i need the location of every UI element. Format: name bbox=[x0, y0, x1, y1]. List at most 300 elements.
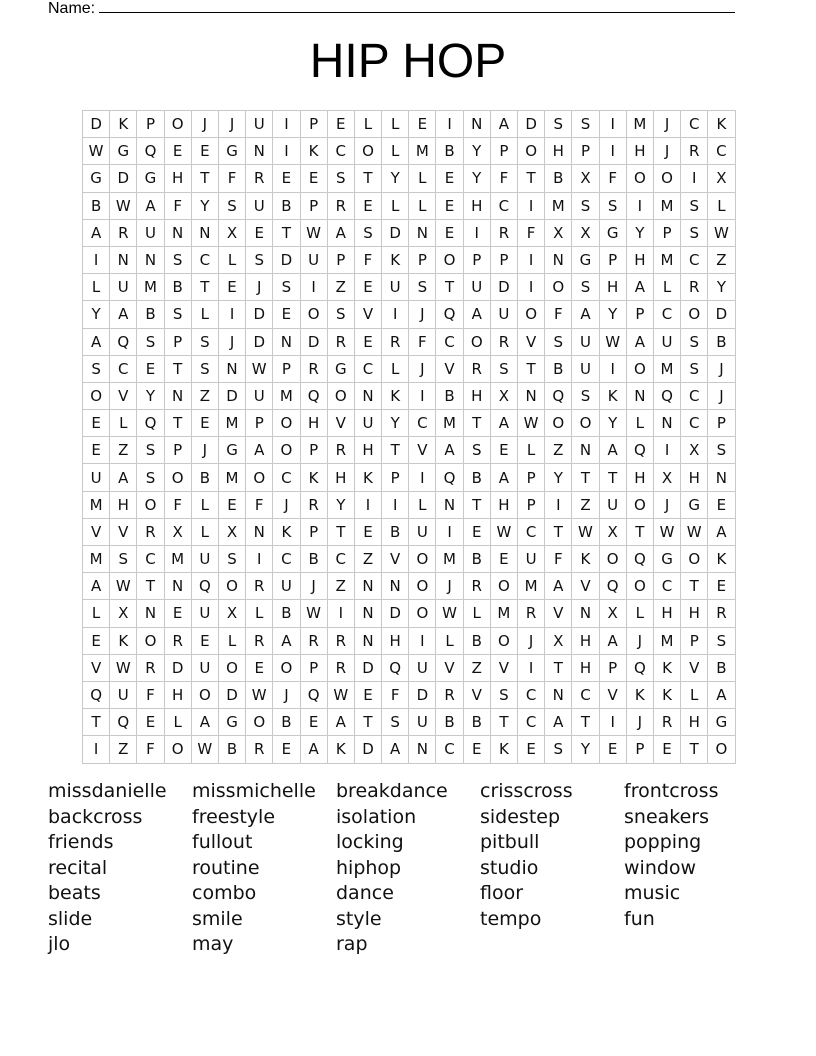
grid-cell[interactable]: I bbox=[599, 138, 626, 165]
grid-cell[interactable]: E bbox=[708, 573, 735, 600]
grid-cell[interactable]: E bbox=[300, 709, 327, 736]
grid-cell[interactable]: S bbox=[545, 111, 572, 138]
grid-cell[interactable]: E bbox=[246, 219, 273, 246]
grid-cell[interactable]: N bbox=[382, 573, 409, 600]
grid-cell[interactable]: U bbox=[382, 274, 409, 301]
grid-cell[interactable]: L bbox=[681, 681, 708, 708]
grid-cell[interactable]: S bbox=[708, 627, 735, 654]
grid-cell[interactable]: C bbox=[490, 192, 517, 219]
grid-cell[interactable]: B bbox=[218, 736, 245, 763]
grid-cell[interactable]: Y bbox=[137, 382, 164, 409]
grid-cell[interactable]: W bbox=[599, 328, 626, 355]
grid-cell[interactable]: Q bbox=[545, 382, 572, 409]
grid-cell[interactable]: O bbox=[626, 355, 653, 382]
grid-cell[interactable]: P bbox=[246, 410, 273, 437]
grid-cell[interactable]: E bbox=[164, 138, 191, 165]
grid-cell[interactable]: G bbox=[572, 246, 599, 273]
grid-cell[interactable]: I bbox=[273, 138, 300, 165]
grid-cell[interactable]: C bbox=[327, 546, 354, 573]
grid-cell[interactable]: O bbox=[681, 301, 708, 328]
grid-cell[interactable]: Y bbox=[626, 219, 653, 246]
grid-cell[interactable]: S bbox=[681, 219, 708, 246]
grid-cell[interactable]: E bbox=[599, 736, 626, 763]
grid-cell[interactable]: C bbox=[273, 464, 300, 491]
grid-cell[interactable]: J bbox=[626, 709, 653, 736]
grid-cell[interactable]: B bbox=[463, 546, 490, 573]
grid-cell[interactable]: P bbox=[653, 219, 680, 246]
grid-cell[interactable]: J bbox=[436, 573, 463, 600]
grid-cell[interactable]: I bbox=[382, 491, 409, 518]
grid-cell[interactable]: F bbox=[218, 165, 245, 192]
grid-cell[interactable]: E bbox=[137, 355, 164, 382]
grid-cell[interactable]: L bbox=[626, 410, 653, 437]
grid-cell[interactable]: X bbox=[708, 165, 735, 192]
grid-cell[interactable]: I bbox=[436, 111, 463, 138]
grid-cell[interactable]: R bbox=[327, 654, 354, 681]
grid-cell[interactable]: H bbox=[382, 627, 409, 654]
grid-cell[interactable]: J bbox=[218, 328, 245, 355]
grid-cell[interactable]: S bbox=[246, 246, 273, 273]
grid-cell[interactable]: T bbox=[681, 736, 708, 763]
grid-cell[interactable]: D bbox=[518, 111, 545, 138]
grid-cell[interactable]: U bbox=[572, 328, 599, 355]
grid-cell[interactable]: P bbox=[708, 410, 735, 437]
grid-cell[interactable]: S bbox=[137, 328, 164, 355]
grid-cell[interactable]: F bbox=[246, 491, 273, 518]
grid-cell[interactable]: S bbox=[273, 274, 300, 301]
grid-cell[interactable]: S bbox=[327, 165, 354, 192]
grid-cell[interactable]: Y bbox=[708, 274, 735, 301]
grid-cell[interactable]: M bbox=[653, 355, 680, 382]
grid-cell[interactable]: Z bbox=[354, 546, 381, 573]
grid-cell[interactable]: D bbox=[382, 219, 409, 246]
grid-cell[interactable]: A bbox=[191, 709, 218, 736]
grid-cell[interactable]: B bbox=[273, 709, 300, 736]
grid-cell[interactable]: L bbox=[409, 491, 436, 518]
grid-cell[interactable]: C bbox=[681, 382, 708, 409]
grid-cell[interactable]: F bbox=[599, 165, 626, 192]
grid-cell[interactable]: H bbox=[572, 654, 599, 681]
grid-cell[interactable]: Y bbox=[327, 491, 354, 518]
grid-cell[interactable]: B bbox=[463, 627, 490, 654]
grid-cell[interactable]: S bbox=[490, 355, 517, 382]
grid-cell[interactable]: W bbox=[191, 736, 218, 763]
grid-cell[interactable]: L bbox=[653, 274, 680, 301]
grid-cell[interactable]: W bbox=[246, 681, 273, 708]
grid-cell[interactable]: P bbox=[300, 654, 327, 681]
grid-cell[interactable]: G bbox=[599, 219, 626, 246]
grid-cell[interactable]: N bbox=[164, 382, 191, 409]
grid-cell[interactable]: E bbox=[83, 437, 110, 464]
grid-cell[interactable]: A bbox=[327, 709, 354, 736]
grid-cell[interactable]: S bbox=[681, 192, 708, 219]
grid-cell[interactable]: P bbox=[300, 437, 327, 464]
grid-cell[interactable]: U bbox=[273, 573, 300, 600]
grid-cell[interactable]: R bbox=[327, 192, 354, 219]
grid-cell[interactable]: X bbox=[164, 518, 191, 545]
grid-cell[interactable]: F bbox=[545, 546, 572, 573]
grid-cell[interactable]: E bbox=[191, 410, 218, 437]
grid-cell[interactable]: S bbox=[409, 274, 436, 301]
grid-cell[interactable]: Q bbox=[653, 382, 680, 409]
grid-cell[interactable]: T bbox=[545, 654, 572, 681]
grid-cell[interactable]: W bbox=[110, 573, 137, 600]
grid-cell[interactable]: J bbox=[409, 355, 436, 382]
grid-cell[interactable]: N bbox=[708, 464, 735, 491]
grid-cell[interactable]: O bbox=[545, 274, 572, 301]
grid-cell[interactable]: S bbox=[572, 274, 599, 301]
grid-cell[interactable]: M bbox=[653, 192, 680, 219]
grid-cell[interactable]: E bbox=[300, 165, 327, 192]
grid-cell[interactable]: U bbox=[137, 219, 164, 246]
grid-cell[interactable]: O bbox=[436, 246, 463, 273]
grid-cell[interactable]: D bbox=[218, 382, 245, 409]
grid-cell[interactable]: N bbox=[626, 382, 653, 409]
grid-cell[interactable]: L bbox=[83, 600, 110, 627]
grid-cell[interactable]: P bbox=[681, 627, 708, 654]
grid-cell[interactable]: K bbox=[708, 111, 735, 138]
grid-cell[interactable]: K bbox=[110, 111, 137, 138]
grid-cell[interactable]: M bbox=[83, 491, 110, 518]
grid-cell[interactable]: A bbox=[572, 301, 599, 328]
grid-cell[interactable]: Z bbox=[463, 654, 490, 681]
grid-cell[interactable]: N bbox=[137, 246, 164, 273]
grid-cell[interactable]: M bbox=[137, 274, 164, 301]
grid-cell[interactable]: R bbox=[490, 219, 517, 246]
grid-cell[interactable]: N bbox=[273, 328, 300, 355]
grid-cell[interactable]: F bbox=[164, 192, 191, 219]
grid-cell[interactable]: S bbox=[545, 736, 572, 763]
grid-cell[interactable]: N bbox=[354, 600, 381, 627]
grid-cell[interactable]: D bbox=[708, 301, 735, 328]
grid-cell[interactable]: L bbox=[246, 600, 273, 627]
grid-cell[interactable]: O bbox=[626, 573, 653, 600]
grid-cell[interactable]: I bbox=[327, 600, 354, 627]
grid-cell[interactable]: L bbox=[436, 627, 463, 654]
grid-cell[interactable]: I bbox=[273, 111, 300, 138]
grid-cell[interactable]: E bbox=[273, 301, 300, 328]
grid-cell[interactable]: P bbox=[572, 138, 599, 165]
grid-cell[interactable]: P bbox=[137, 111, 164, 138]
grid-cell[interactable]: V bbox=[83, 518, 110, 545]
grid-cell[interactable]: L bbox=[409, 192, 436, 219]
grid-cell[interactable]: J bbox=[708, 355, 735, 382]
grid-cell[interactable]: V bbox=[545, 600, 572, 627]
grid-cell[interactable]: X bbox=[653, 464, 680, 491]
grid-cell[interactable]: L bbox=[708, 192, 735, 219]
grid-cell[interactable]: P bbox=[518, 491, 545, 518]
grid-cell[interactable]: N bbox=[191, 219, 218, 246]
grid-cell[interactable]: P bbox=[327, 246, 354, 273]
grid-cell[interactable]: R bbox=[246, 573, 273, 600]
grid-cell[interactable]: Y bbox=[572, 736, 599, 763]
grid-cell[interactable]: H bbox=[653, 600, 680, 627]
grid-cell[interactable]: H bbox=[463, 382, 490, 409]
grid-cell[interactable]: E bbox=[463, 736, 490, 763]
grid-cell[interactable]: K bbox=[327, 736, 354, 763]
grid-cell[interactable]: C bbox=[653, 301, 680, 328]
grid-cell[interactable]: O bbox=[409, 600, 436, 627]
name-field[interactable] bbox=[48, 0, 735, 18]
grid-cell[interactable]: S bbox=[110, 546, 137, 573]
grid-cell[interactable]: I bbox=[409, 382, 436, 409]
grid-cell[interactable]: V bbox=[463, 681, 490, 708]
grid-cell[interactable]: M bbox=[436, 410, 463, 437]
grid-cell[interactable]: H bbox=[327, 464, 354, 491]
grid-cell[interactable]: E bbox=[191, 627, 218, 654]
grid-cell[interactable]: R bbox=[300, 627, 327, 654]
grid-cell[interactable]: U bbox=[246, 192, 273, 219]
grid-cell[interactable]: R bbox=[463, 355, 490, 382]
grid-cell[interactable]: T bbox=[518, 165, 545, 192]
grid-cell[interactable]: K bbox=[490, 736, 517, 763]
grid-cell[interactable]: U bbox=[409, 518, 436, 545]
name-line[interactable] bbox=[99, 0, 735, 13]
grid-cell[interactable]: H bbox=[110, 491, 137, 518]
grid-cell[interactable]: T bbox=[545, 518, 572, 545]
grid-cell[interactable]: B bbox=[708, 654, 735, 681]
grid-cell[interactable]: J bbox=[626, 627, 653, 654]
grid-cell[interactable]: S bbox=[218, 546, 245, 573]
grid-cell[interactable]: M bbox=[490, 600, 517, 627]
grid-cell[interactable]: J bbox=[273, 681, 300, 708]
grid-cell[interactable]: E bbox=[191, 138, 218, 165]
grid-cell[interactable]: V bbox=[354, 301, 381, 328]
grid-cell[interactable]: O bbox=[653, 165, 680, 192]
grid-cell[interactable]: A bbox=[490, 464, 517, 491]
grid-cell[interactable]: R bbox=[490, 328, 517, 355]
grid-cell[interactable]: E bbox=[83, 410, 110, 437]
grid-cell[interactable]: H bbox=[599, 274, 626, 301]
grid-cell[interactable]: S bbox=[545, 328, 572, 355]
grid-cell[interactable]: S bbox=[599, 192, 626, 219]
grid-cell[interactable]: X bbox=[110, 600, 137, 627]
grid-cell[interactable]: E bbox=[653, 736, 680, 763]
grid-cell[interactable]: Z bbox=[572, 491, 599, 518]
grid-cell[interactable]: Z bbox=[327, 573, 354, 600]
grid-cell[interactable]: H bbox=[681, 709, 708, 736]
grid-cell[interactable]: M bbox=[164, 546, 191, 573]
grid-cell[interactable]: R bbox=[246, 627, 273, 654]
grid-cell[interactable]: N bbox=[545, 681, 572, 708]
grid-cell[interactable]: T bbox=[83, 709, 110, 736]
grid-cell[interactable]: M bbox=[409, 138, 436, 165]
grid-cell[interactable]: Z bbox=[110, 736, 137, 763]
grid-cell[interactable]: B bbox=[382, 518, 409, 545]
grid-cell[interactable]: O bbox=[626, 165, 653, 192]
grid-cell[interactable]: U bbox=[490, 301, 517, 328]
grid-cell[interactable]: T bbox=[164, 410, 191, 437]
grid-cell[interactable]: T bbox=[572, 464, 599, 491]
grid-cell[interactable]: E bbox=[518, 736, 545, 763]
grid-cell[interactable]: K bbox=[708, 546, 735, 573]
grid-cell[interactable]: I bbox=[218, 301, 245, 328]
grid-cell[interactable]: C bbox=[681, 246, 708, 273]
grid-cell[interactable]: W bbox=[681, 518, 708, 545]
grid-cell[interactable]: D bbox=[218, 681, 245, 708]
grid-cell[interactable]: I bbox=[681, 165, 708, 192]
grid-cell[interactable]: V bbox=[327, 410, 354, 437]
grid-cell[interactable]: H bbox=[164, 165, 191, 192]
grid-cell[interactable]: H bbox=[463, 192, 490, 219]
grid-cell[interactable]: U bbox=[354, 410, 381, 437]
grid-cell[interactable]: O bbox=[545, 410, 572, 437]
grid-cell[interactable]: P bbox=[626, 736, 653, 763]
grid-cell[interactable]: L bbox=[354, 111, 381, 138]
grid-cell[interactable]: K bbox=[626, 681, 653, 708]
grid-cell[interactable]: A bbox=[83, 328, 110, 355]
grid-cell[interactable]: R bbox=[327, 627, 354, 654]
grid-cell[interactable]: A bbox=[83, 573, 110, 600]
grid-cell[interactable]: S bbox=[83, 355, 110, 382]
grid-cell[interactable]: Q bbox=[436, 464, 463, 491]
grid-cell[interactable]: N bbox=[572, 437, 599, 464]
grid-cell[interactable]: O bbox=[191, 681, 218, 708]
grid-cell[interactable]: E bbox=[327, 111, 354, 138]
grid-cell[interactable]: M bbox=[626, 111, 653, 138]
grid-cell[interactable]: K bbox=[110, 627, 137, 654]
grid-cell[interactable]: D bbox=[354, 654, 381, 681]
grid-cell[interactable]: U bbox=[409, 709, 436, 736]
grid-cell[interactable]: N bbox=[164, 219, 191, 246]
grid-cell[interactable]: G bbox=[137, 165, 164, 192]
grid-cell[interactable]: A bbox=[626, 274, 653, 301]
grid-cell[interactable]: W bbox=[300, 219, 327, 246]
grid-cell[interactable]: G bbox=[218, 709, 245, 736]
grid-cell[interactable]: X bbox=[599, 518, 626, 545]
grid-cell[interactable]: E bbox=[273, 736, 300, 763]
grid-cell[interactable]: H bbox=[545, 138, 572, 165]
grid-cell[interactable]: E bbox=[409, 111, 436, 138]
grid-cell[interactable]: N bbox=[354, 382, 381, 409]
grid-cell[interactable]: E bbox=[246, 654, 273, 681]
grid-cell[interactable]: R bbox=[327, 328, 354, 355]
grid-cell[interactable]: O bbox=[273, 410, 300, 437]
grid-cell[interactable]: K bbox=[273, 518, 300, 545]
grid-cell[interactable]: T bbox=[273, 219, 300, 246]
grid-cell[interactable]: B bbox=[545, 355, 572, 382]
grid-cell[interactable]: A bbox=[83, 219, 110, 246]
grid-cell[interactable]: W bbox=[110, 192, 137, 219]
grid-cell[interactable]: J bbox=[409, 301, 436, 328]
grid-cell[interactable]: H bbox=[572, 627, 599, 654]
grid-cell[interactable]: I bbox=[300, 274, 327, 301]
grid-cell[interactable]: Y bbox=[191, 192, 218, 219]
grid-cell[interactable]: F bbox=[518, 219, 545, 246]
grid-cell[interactable]: Q bbox=[191, 573, 218, 600]
grid-cell[interactable]: D bbox=[246, 301, 273, 328]
grid-cell[interactable]: R bbox=[164, 627, 191, 654]
grid-cell[interactable]: K bbox=[300, 464, 327, 491]
grid-cell[interactable]: Z bbox=[708, 246, 735, 273]
grid-cell[interactable]: C bbox=[518, 709, 545, 736]
grid-cell[interactable]: A bbox=[246, 437, 273, 464]
grid-cell[interactable]: Q bbox=[300, 382, 327, 409]
grid-cell[interactable]: R bbox=[436, 681, 463, 708]
grid-cell[interactable]: D bbox=[164, 654, 191, 681]
grid-cell[interactable]: K bbox=[382, 382, 409, 409]
grid-cell[interactable]: O bbox=[137, 491, 164, 518]
grid-cell[interactable]: O bbox=[599, 546, 626, 573]
grid-cell[interactable]: H bbox=[681, 464, 708, 491]
grid-cell[interactable]: E bbox=[436, 219, 463, 246]
grid-cell[interactable]: M bbox=[218, 464, 245, 491]
grid-cell[interactable]: V bbox=[599, 681, 626, 708]
grid-cell[interactable]: M bbox=[518, 573, 545, 600]
grid-cell[interactable]: G bbox=[681, 491, 708, 518]
grid-cell[interactable]: C bbox=[110, 355, 137, 382]
grid-cell[interactable]: R bbox=[382, 328, 409, 355]
grid-cell[interactable]: N bbox=[164, 573, 191, 600]
grid-cell[interactable]: S bbox=[463, 437, 490, 464]
grid-cell[interactable]: C bbox=[436, 328, 463, 355]
grid-cell[interactable]: I bbox=[518, 246, 545, 273]
grid-cell[interactable]: V bbox=[382, 546, 409, 573]
grid-cell[interactable]: B bbox=[300, 546, 327, 573]
grid-cell[interactable]: P bbox=[490, 246, 517, 273]
grid-cell[interactable]: G bbox=[327, 355, 354, 382]
grid-cell[interactable]: V bbox=[518, 328, 545, 355]
grid-cell[interactable]: V bbox=[572, 573, 599, 600]
grid-cell[interactable]: P bbox=[300, 192, 327, 219]
grid-cell[interactable]: U bbox=[300, 246, 327, 273]
grid-cell[interactable]: F bbox=[409, 328, 436, 355]
grid-cell[interactable]: J bbox=[191, 437, 218, 464]
grid-cell[interactable]: L bbox=[382, 138, 409, 165]
grid-cell[interactable]: O bbox=[246, 464, 273, 491]
grid-cell[interactable]: O bbox=[164, 736, 191, 763]
grid-cell[interactable]: O bbox=[518, 301, 545, 328]
grid-cell[interactable]: X bbox=[572, 219, 599, 246]
grid-cell[interactable]: U bbox=[518, 546, 545, 573]
grid-cell[interactable]: V bbox=[83, 654, 110, 681]
grid-cell[interactable]: S bbox=[327, 301, 354, 328]
grid-cell[interactable]: E bbox=[273, 165, 300, 192]
grid-cell[interactable]: B bbox=[436, 138, 463, 165]
grid-cell[interactable]: R bbox=[708, 600, 735, 627]
grid-cell[interactable]: B bbox=[463, 464, 490, 491]
grid-cell[interactable]: S bbox=[164, 246, 191, 273]
grid-cell[interactable]: N bbox=[436, 491, 463, 518]
grid-cell[interactable]: E bbox=[490, 437, 517, 464]
grid-cell[interactable]: D bbox=[246, 328, 273, 355]
grid-cell[interactable]: A bbox=[626, 328, 653, 355]
grid-cell[interactable]: Q bbox=[83, 681, 110, 708]
grid-cell[interactable]: E bbox=[164, 600, 191, 627]
grid-cell[interactable]: S bbox=[164, 301, 191, 328]
grid-cell[interactable]: K bbox=[599, 382, 626, 409]
grid-cell[interactable]: Y bbox=[599, 301, 626, 328]
grid-cell[interactable]: C bbox=[191, 246, 218, 273]
grid-cell[interactable]: W bbox=[246, 355, 273, 382]
grid-cell[interactable]: R bbox=[681, 274, 708, 301]
grid-cell[interactable]: Q bbox=[626, 437, 653, 464]
grid-cell[interactable]: Q bbox=[626, 654, 653, 681]
grid-cell[interactable]: N bbox=[137, 600, 164, 627]
grid-cell[interactable]: Q bbox=[626, 546, 653, 573]
grid-cell[interactable]: L bbox=[218, 246, 245, 273]
grid-cell[interactable]: I bbox=[409, 627, 436, 654]
grid-cell[interactable]: I bbox=[599, 355, 626, 382]
grid-cell[interactable]: E bbox=[463, 518, 490, 545]
grid-cell[interactable]: X bbox=[218, 518, 245, 545]
grid-cell[interactable]: O bbox=[490, 627, 517, 654]
grid-cell[interactable]: H bbox=[626, 138, 653, 165]
grid-cell[interactable]: A bbox=[463, 301, 490, 328]
grid-cell[interactable]: E bbox=[490, 546, 517, 573]
grid-cell[interactable]: B bbox=[137, 301, 164, 328]
grid-cell[interactable]: N bbox=[518, 382, 545, 409]
